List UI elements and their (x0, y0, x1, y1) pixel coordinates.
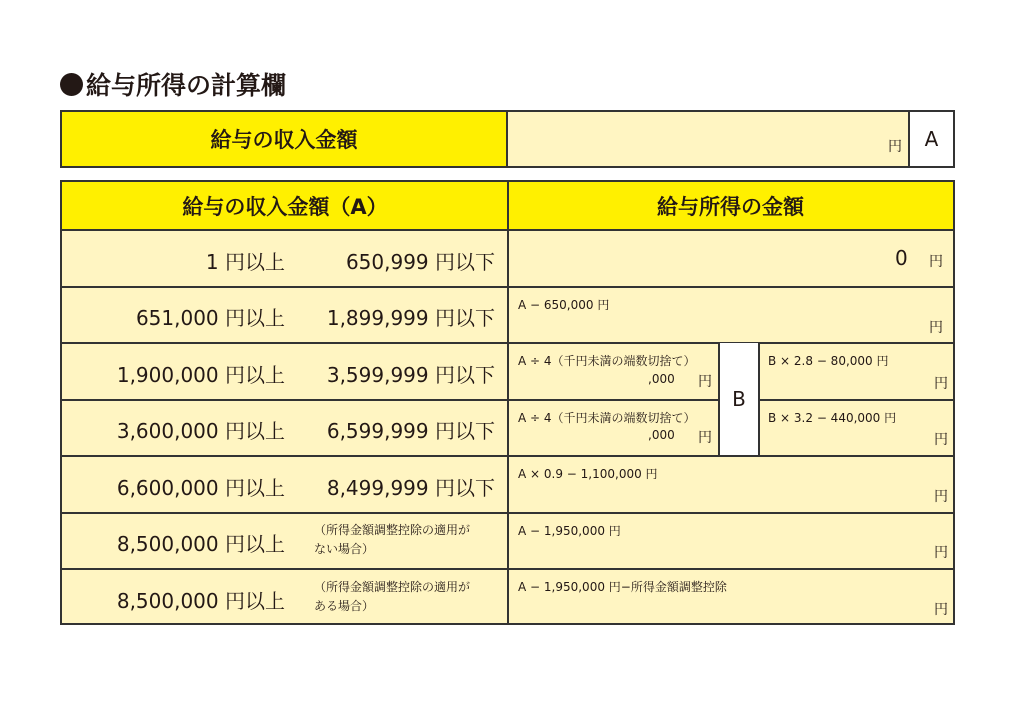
range-from: 1 円以上 (205, 250, 285, 274)
result-formula: B × 3.2 − 440,000 円 (768, 411, 897, 425)
b-calc-unit: 円 (698, 374, 712, 390)
range-from: 651,000 円以上 (135, 306, 285, 330)
section-title-text: 給与所得の計算欄 (86, 71, 287, 100)
range-to: 6,599,999 円以下 (326, 419, 495, 443)
deduction-note-line1: （所得金額調整控除の適用が (314, 580, 471, 594)
b-calc-formula: A ÷ 4（千円未満の端数切捨て） (518, 411, 696, 425)
income-calculation-table (60, 180, 955, 625)
range-to: 1,899,999 円以下 (326, 306, 495, 330)
deduction-note-line2: ない場合） (314, 542, 375, 556)
header-income-range: 給与の収入金額（A） (62, 182, 508, 229)
deduction-note (314, 578, 470, 616)
b-calc-formula: A ÷ 4（千円未満の端数切捨て） (518, 354, 696, 368)
result-unit: 円 (929, 254, 943, 270)
b-calc-tail: ,000 (648, 428, 675, 442)
b-calc-unit: 円 (698, 430, 712, 446)
marker-a: A (908, 112, 953, 166)
result-formula: A − 650,000 円 (518, 298, 610, 312)
range-from: 6,600,000 円以上 (116, 476, 285, 500)
income-amount-field[interactable] (508, 112, 908, 166)
result-unit: 円 (934, 489, 948, 505)
result-unit: 円 (934, 545, 948, 561)
range-to: 3,599,999 円以下 (326, 363, 495, 387)
range-from: 1,900,000 円以上 (116, 363, 285, 387)
income-amount-row (60, 110, 955, 168)
column-divider (507, 182, 509, 625)
bullet-dot-icon (60, 73, 83, 96)
result-formula: A × 0.9 − 1,100,000 円 (518, 467, 658, 481)
deduction-note-line2: ある場合） (314, 599, 375, 613)
range-from: 8,500,000 円以上 (116, 589, 285, 613)
deduction-note-line1: （所得金額調整控除の適用が (314, 523, 471, 537)
result-formula: B × 2.8 − 80,000 円 (768, 354, 889, 368)
section-title (60, 66, 286, 102)
result-value: 0 (895, 246, 908, 270)
header-income-result: 給与所得の金額 (508, 182, 953, 229)
range-from: 3,600,000 円以上 (116, 419, 285, 443)
result-unit: 円 (929, 320, 943, 336)
b-calc-tail: ,000 (648, 372, 675, 386)
range-from: 8,500,000 円以上 (116, 532, 285, 556)
deduction-note (314, 521, 470, 559)
range-to: 650,999 円以下 (345, 250, 495, 274)
result-unit: 円 (934, 376, 948, 392)
income-amount-unit: 円 (888, 139, 902, 155)
result-formula: A − 1,950,000 円−所得金額調整控除 (518, 580, 727, 594)
income-amount-label: 給与の収入金額 (62, 112, 508, 166)
result-unit: 円 (934, 602, 948, 618)
result-unit: 円 (934, 432, 948, 448)
range-to: 8,499,999 円以下 (326, 476, 495, 500)
marker-b: B (718, 343, 760, 455)
result-formula: A − 1,950,000 円 (518, 524, 621, 538)
